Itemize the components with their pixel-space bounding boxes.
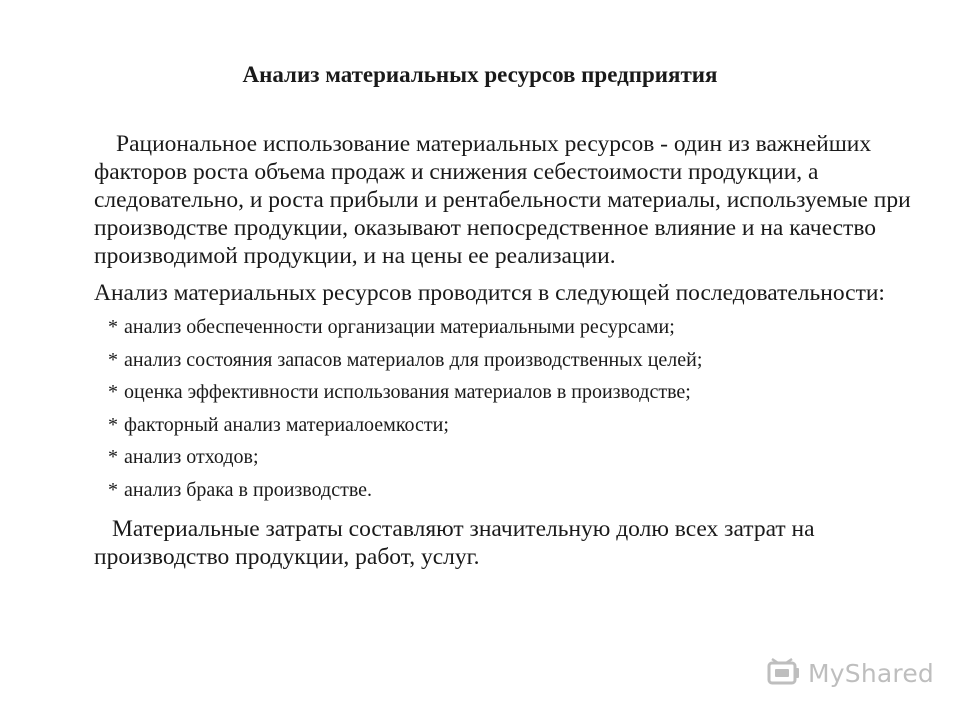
list-item <box>94 441 924 474</box>
myshared-watermark <box>766 655 934 691</box>
list-item-text: анализ брака в производстве. <box>124 478 373 501</box>
list-item <box>94 376 924 409</box>
list-item <box>94 474 924 507</box>
slide-content <box>94 130 924 571</box>
paragraph-intro: Рациональное использование материальных ресурсов - один из важнейших факторов роста объема продаж и снижения себестоимости продукции, а следовательно, и роста прибыли и рентабельности материалы, используемые при производстве продукции, оказывают непосредственное влияние и на качество производимой продукции, и на цены ее реализации. <box>94 131 911 269</box>
list-bullet: * <box>108 446 118 468</box>
list-item-text: анализ обеспеченности организации материальными ресурсами; <box>124 316 675 338</box>
list-bullet: * <box>108 478 118 501</box>
analysis-steps-list <box>94 311 924 506</box>
list-bullet: * <box>108 316 118 338</box>
list-bullet: * <box>108 413 118 436</box>
watermark-text: MyShared <box>808 658 934 688</box>
list-bullet: * <box>108 381 118 403</box>
list-item-text: оценка эффективности использования материалов в производстве; <box>124 381 691 403</box>
list-item-text: анализ отходов; <box>124 446 259 468</box>
list-bullet: * <box>108 348 118 371</box>
list-item <box>94 344 924 377</box>
list-item-text: анализ состояния запасов материалов для производственных целей; <box>124 348 703 371</box>
list-item <box>94 311 924 344</box>
paragraph-sequence: Анализ материальных ресурсов проводится в следующей последовательности: <box>94 280 885 306</box>
mysharedlogo-icon <box>766 657 802 689</box>
paragraph-conclusion: Материальные затраты составляют значительную долю всех затрат на производство продукции, работ, услуг. <box>94 516 815 570</box>
list-item <box>94 409 924 442</box>
list-item-text: факторный анализ материалоемкости; <box>124 413 449 436</box>
slide-title: Анализ материальных ресурсов предприятия <box>242 62 718 87</box>
